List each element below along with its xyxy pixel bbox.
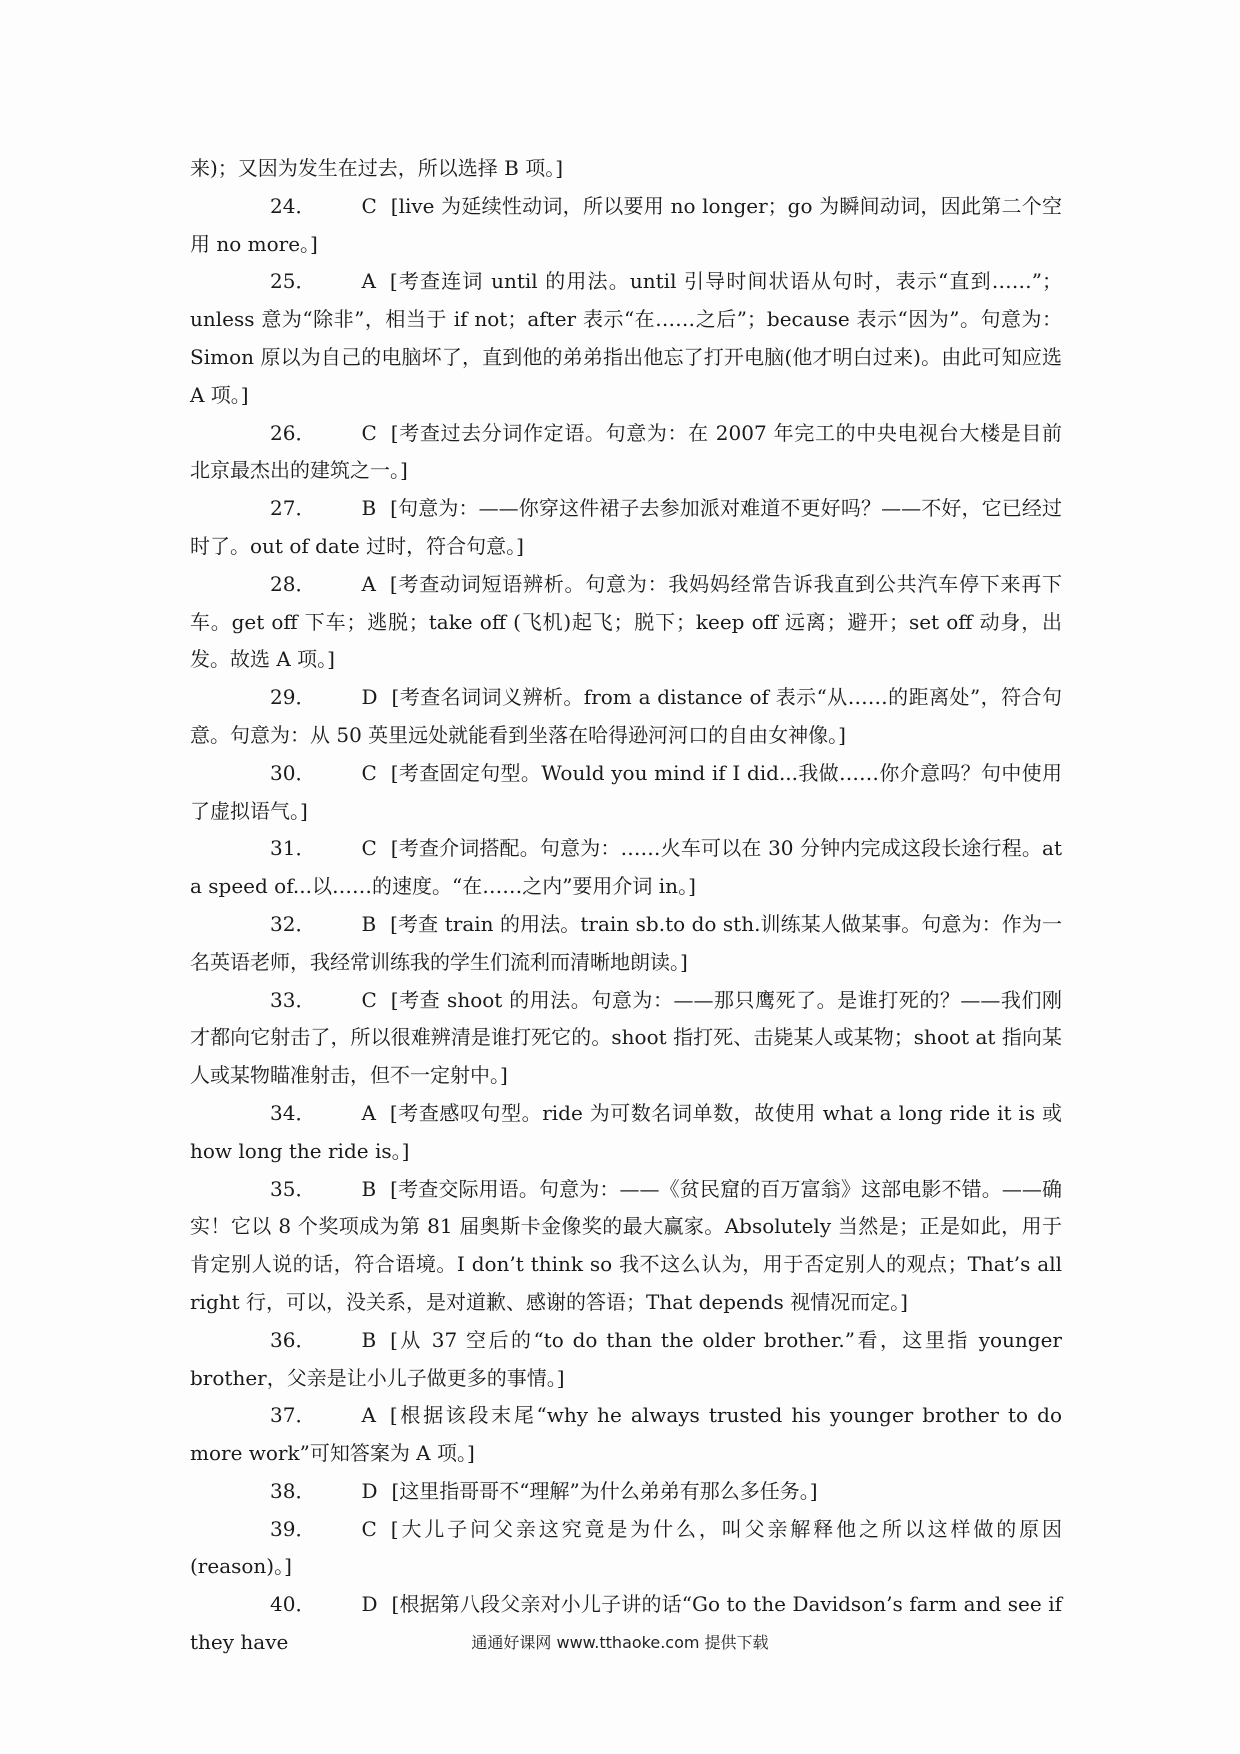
answer-item [190,830,1062,906]
answer-letter: D [361,1478,378,1503]
answer-letter: A [361,1100,376,1125]
question-number: 35． [270,1176,316,1201]
answer-letter: D [361,685,378,710]
question-number: 32． [270,911,316,936]
question-number: 28． [270,571,316,596]
answer-letter: C [361,1516,377,1541]
answer-letter: B [361,911,377,936]
answer-letter: A [361,269,376,294]
answer-letter: D [361,1592,378,1617]
answer-letter: C [361,987,377,1012]
answer-letter: B [361,1327,377,1352]
question-number: 39． [270,1516,316,1541]
explanation-text: [考查名词词义辨析。from a distance of 表示“从……的距离处”，符合句意。句意为：从 50 英里远处就能看到坐落在哈得逊河河口的自由女神像。] [190,685,1062,747]
explanation-text: [考查交际用语。句意为：——《贫民窟的百万富翁》这部电影不错。——确实！它以 8 个奖项成为第 81 届奥斯卡金像奖的最大赢家。Absolutely 当然是；正是如此，用于肯定别人说的话，符合语境。I don’t think so 我不这么认为，用于否定别人的观点；That’s all right 行，可以，没关系，是对道歉、感谢的答语；That depends 视情况而定。] [190,1176,1062,1314]
question-number: 26． [270,420,316,445]
explanation-text: [大儿子问父亲这究竟是为什么，叫父亲解释他之所以这样做的原因(reason)。] [190,1516,1062,1579]
question-number: 40． [270,1592,316,1617]
answer-letter: A [361,571,376,596]
question-number: 25． [270,269,316,294]
answer-item [190,679,1062,755]
explanation-text: [考查感叹句型。ride 为可数名词单数，故使用 what a long ride it is 或 how long the ride is。] [190,1100,1062,1163]
explanation-text: [考查动词短语辨析。句意为：我妈妈经常告诉我直到公共汽车停下来再下车。get off 下车；逃脱；take off (飞机)起飞；脱下；keep off 远离；避开；set off 动身，出发。故选 A 项。] [190,571,1062,672]
answer-item [190,1095,1062,1171]
question-number: 38． [270,1478,316,1503]
answer-item [190,566,1062,679]
answer-item [190,188,1062,264]
explanation-text: [考查过去分词作定语。句意为：在 2007 年完工的中央电视台大楼是目前北京最杰出的建筑之一。] [190,420,1062,483]
explanation-text: [考查介词搭配。句意为：……火车可以在 30 分钟内完成这段长途行程。at a speed of...以……的速度。“在……之内”要用介词 in。] [190,836,1062,899]
question-number: 29． [270,685,316,710]
answer-letter: C [361,836,377,861]
answer-item [190,490,1062,566]
question-number: 31． [270,836,316,861]
question-number: 24． [270,193,316,218]
question-number: 36． [270,1327,316,1352]
explanation-text: [这里指哥哥不“理解”为什么弟弟有那么多任务。] [391,1478,818,1503]
question-number: 37． [270,1403,316,1428]
answer-item [190,906,1062,982]
explanation-text: [根据该段末尾“why he always trusted his younger brother to do more work”可知答案为 A 项。] [190,1403,1062,1466]
answer-item [190,1171,1062,1322]
answer-list [190,188,1062,1662]
explanation-text: [考查 shoot 的用法。句意为：——那只鹰死了。是谁打死的？——我们刚才都向它射击了，所以很难辨清是谁打死它的。shoot 指打死、击毙某人或某物；shoot at 指向某人或某物瞄准射击，但不一定射中。] [190,987,1062,1088]
lead-text: 来)；又因为发生在过去，所以选择 B 项。] [190,156,564,180]
answer-explanations [190,150,1062,1662]
explanation-text: [考查连词 until 的用法。until 引导时间状语从句时，表示“直到……”；unless 意为“除非”，相当于 if not；after 表示“在……之后”；because 表示“因为”。句意为：Simon 原以为自己的电脑坏了，直到他的弟弟指出他忘了打开电脑(他才明白过来)。由此可知应选 A 项。] [190,269,1062,407]
answer-item [190,1511,1062,1587]
explanation-text: [根据第八段父亲对小儿子讲的话“Go to the Davidson’s farm and see if they have [190,1592,1062,1655]
answer-item [190,1322,1062,1398]
explanation-text: [考查 train 的用法。train sb.to do sth.训练某人做某事。句意为：作为一名英语老师，我经常训练我的学生们流利而清晰地朗读。] [190,911,1062,974]
answer-letter: A [361,1403,376,1428]
answer-letter: B [361,496,377,521]
question-number: 34． [270,1100,316,1125]
question-number: 30． [270,760,316,785]
answer-letter: B [361,1176,377,1201]
answer-item [190,1473,1062,1511]
question-number: 27． [270,496,316,521]
answer-item [190,263,1062,414]
explanation-text: [考查固定句型。Would you mind if I did...我做……你介意吗？句中使用了虚拟语气。] [190,760,1062,823]
answer-letter: C [361,420,377,445]
explanation-text: [live 为延续性动词，所以要用 no longer；go 为瞬间动词，因此第二个空用 no more。] [190,193,1062,256]
answer-letter: C [361,760,377,785]
question-number: 33． [270,987,316,1012]
answer-item [190,415,1062,491]
explanation-text: [句意为：——你穿这件裙子去参加派对难道不更好吗？——不好，它已经过时了。out of date 过时，符合句意。] [190,496,1062,558]
answer-item [190,982,1062,1095]
explanation-text: [从 37 空后的“to do than the older brother.”看，这里指 younger brother，父亲是让小儿子做更多的事情。] [190,1327,1062,1390]
answer-letter: C [361,193,377,218]
page-footer: 通通好课网 www.tthaoke.com 提供下载 [471,1633,769,1652]
answer-item [190,1397,1062,1473]
answer-item [190,755,1062,831]
